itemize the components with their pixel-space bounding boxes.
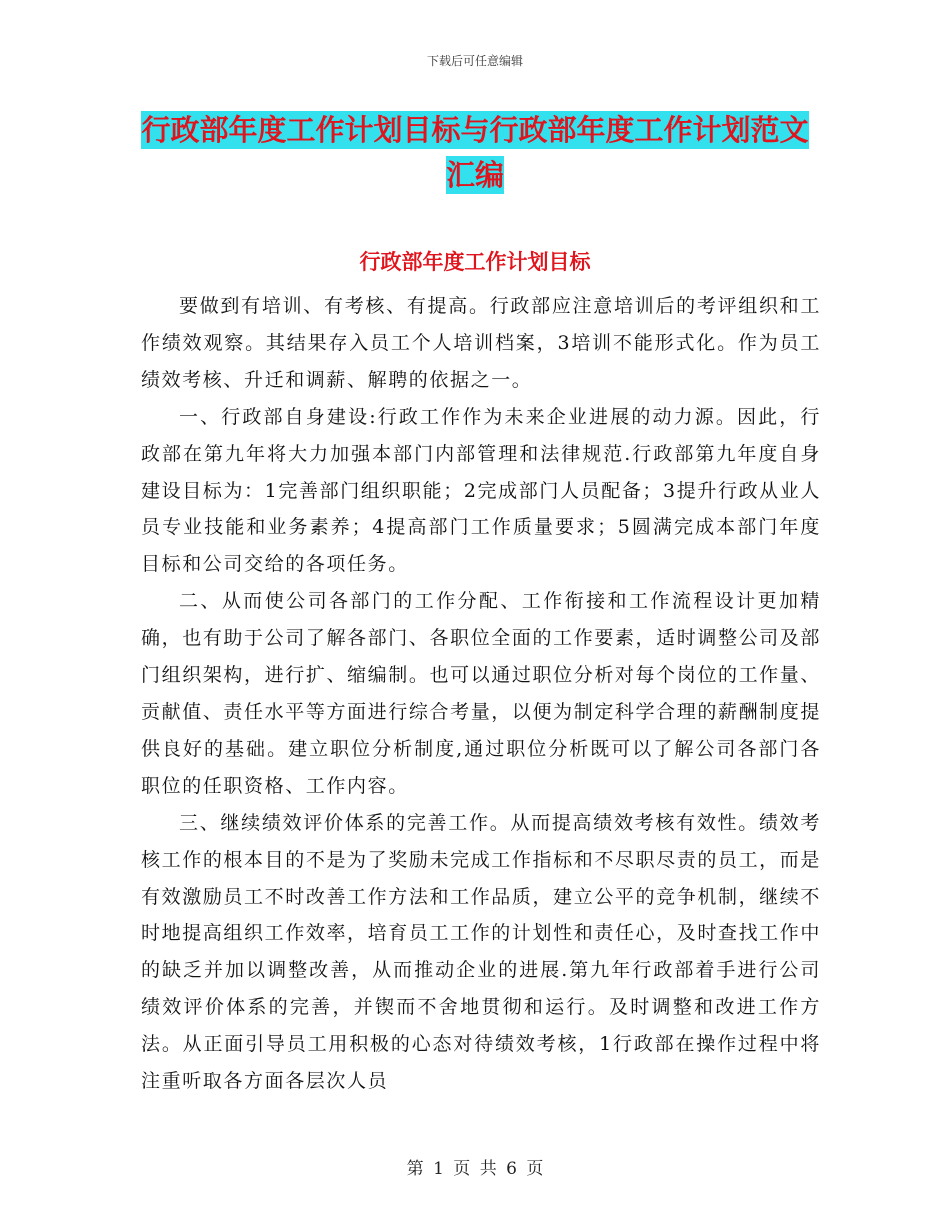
document-title-line-2: 汇编	[445, 158, 504, 192]
header-note: 下载后可任意编辑	[426, 54, 523, 68]
document-title	[140, 108, 810, 198]
document-body	[141, 288, 821, 1100]
paragraph: 要做到有培训、有考核、有提高。行政部应注意培训后的考评组织和工作绩效观察。其结果存入员工个人培训档案，3培训不能形式化。作为员工绩效考核、升迁和调薪、解聘的依据之一。	[141, 295, 821, 391]
page-number-footer: 第 1 页 共 6 页	[406, 1159, 544, 1179]
paragraph: 三、继续绩效评价体系的完善工作。从而提高绩效考核有效性。绩效考核工作的根本目的不是为了奖励未完成工作指标和不尽职尽责的员工，而是有效激励员工不时改善工作方法和工作品质，建立公平的竞争机制，继续不时地提高组织工作效率，培育员工工作的计划性和责任心，及时查找工作中的缺乏并加以调整改善，从而推动企业的进展.第九年行政部着手进行公司绩效评价体系的完善，并锲而不舍地贯彻和运行。及时调整和改进工作方法。从正面引导员工用积极的心态对待绩效考核，1行政部在操作过程中将注重听取各方面各层次人员	[141, 811, 821, 1093]
paragraph: 一、行政部自身建设:行政工作作为未来企业进展的动力源。因此，行政部在第九年将大力加强本部门内部管理和法律规范.行政部第九年度自身建设目标为：1完善部门组织职能；2完成部门人员配备；3提升行政从业人员专业技能和业务素养；4提高部门工作质量要求；5圆满完成本部门年度目标和公司交给的各项任务。	[141, 405, 821, 576]
document-title-line-1: 行政部年度工作计划目标与行政部年度工作计划范文	[141, 113, 809, 147]
paragraph: 二、从而使公司各部门的工作分配、工作衔接和工作流程设计更加精确，也有助于公司了解各部门、各职位全面的工作要素，适时调整公司及部门组织架构，进行扩、缩编制。也可以通过职位分析对每个岗位的工作量、贡献值、责任水平等方面进行综合考量，以便为制定科学合理的薪酬制度提供良好的基础。建立职位分析制度,通过职位分析既可以了解公司各部门各职位的任职资格、工作内容。	[141, 590, 821, 797]
section-title: 行政部年度工作计划目标	[359, 250, 591, 274]
